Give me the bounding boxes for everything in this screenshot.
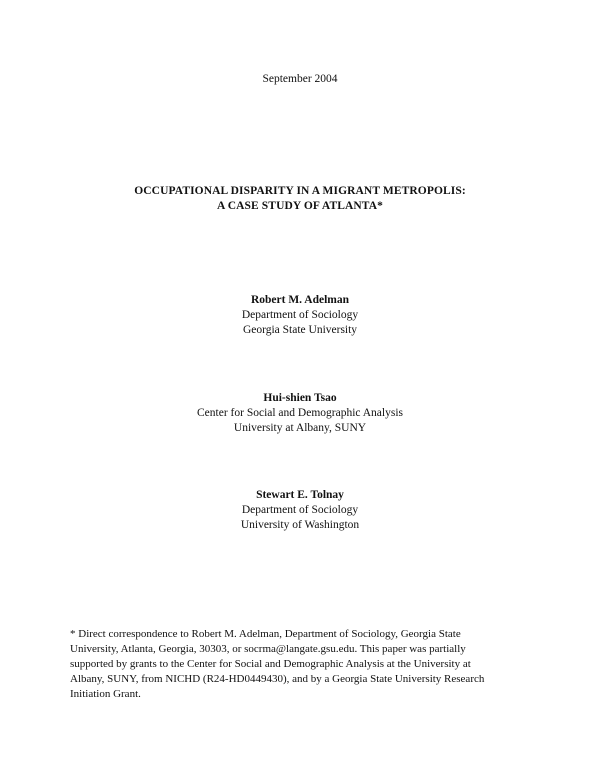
author-department: Center for Social and Demographic Analysis — [197, 407, 403, 419]
footnote-line-3: supported by grants to the Center for Social and Demographic Analysis at the University at — [70, 658, 471, 670]
author-institution: University at Albany, SUNY — [233, 422, 367, 434]
author-institution: Georgia State University — [242, 324, 358, 336]
publication-date: September 2004 — [262, 73, 338, 85]
author-department: Department of Sociology — [241, 309, 359, 321]
author-name: Robert M. Adelman — [250, 294, 350, 306]
footnote-line-2: University, Atlanta, Georgia, 30303, or socrma@langate.gsu.edu. This paper was partially — [70, 643, 466, 655]
paper-title-line-2: A CASE STUDY OF ATLANTA* — [217, 200, 383, 212]
author-institution: University of Washington — [240, 519, 360, 531]
correspondence-footnote — [70, 627, 540, 702]
author-name: Stewart E. Tolnay — [256, 489, 344, 501]
author-block-adelman — [0, 293, 600, 338]
author-block-tsao — [0, 391, 600, 436]
author-name: Hui-shien Tsao — [263, 392, 337, 404]
paper-title-line-1: OCCUPATIONAL DISPARITY IN A MIGRANT METROPOLIS: — [134, 185, 466, 197]
footnote-line-1: * Direct correspondence to Robert M. Adelman, Department of Sociology, Georgia State — [70, 628, 461, 640]
author-block-tolnay — [0, 488, 600, 533]
footnote-line-5: Initiation Grant. — [70, 688, 141, 700]
footnote-line-4: Albany, SUNY, from NICHD (R24-HD0449430), and by a Georgia State University Research — [70, 673, 485, 685]
paper-title — [0, 184, 600, 214]
author-department: Department of Sociology — [241, 504, 359, 516]
